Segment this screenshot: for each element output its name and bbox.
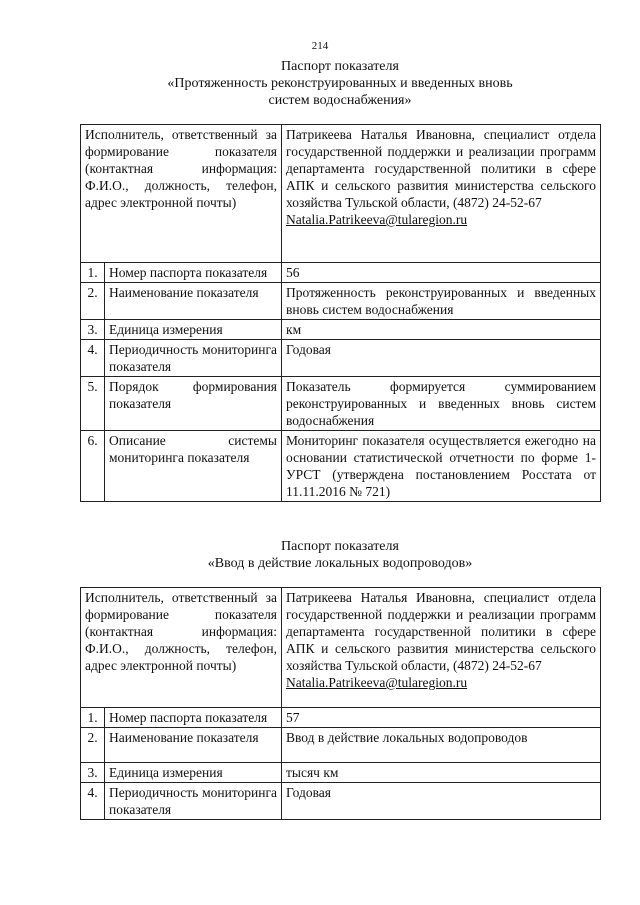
row-value: Протяженность реконструированных и введенных вновь систем водоснабжения: [282, 283, 601, 320]
executor-cell: [282, 588, 601, 708]
row-number: 5.: [81, 377, 105, 431]
row-value: км: [282, 320, 601, 340]
executor-email-link[interactable]: Natalia.Patrikeeva@tularegion.ru: [286, 675, 468, 690]
passport1-title: [80, 58, 600, 109]
table-row: [81, 125, 601, 263]
passport2-table: [80, 587, 601, 820]
executor-label: Исполнитель, ответственный за формирование показателя (контактная информация: Ф.И.О., должность, телефон, адрес электронной почты): [81, 588, 282, 708]
row-label: Номер паспорта показателя: [105, 263, 282, 283]
table-row: [81, 340, 601, 377]
passport1-title-line1: Паспорт показателя: [281, 59, 399, 74]
table-row: [81, 763, 601, 783]
table-row: [81, 263, 601, 283]
row-label: Номер паспорта показателя: [105, 708, 282, 728]
row-label: Описание системы мониторинга показателя: [105, 431, 282, 502]
row-label: Периодичность мониторинга показателя: [105, 340, 282, 377]
executor-value: Патрикеева Наталья Ивановна, специалист отдела государственной поддержки и реализации программ департамента государственной политики в сфере АПК и сельского развития министерства сельского хозяйства Тульской области, (4872) 24-52-67: [286, 127, 596, 210]
passport2-title-line1: Паспорт показателя: [281, 539, 399, 554]
row-value: Мониторинг показателя осуществляется ежегодно на основании статистической отчетности по форме 1-УРСТ (утверждена постановлением Росстата от 11.11.2016 № 721): [282, 431, 601, 502]
row-number: 3.: [81, 320, 105, 340]
row-number: 2.: [81, 728, 105, 763]
passport2-title-line2: «Ввод в действие локальных водопроводов»: [207, 556, 473, 571]
table-row: [81, 708, 601, 728]
row-label: Периодичность мониторинга показателя: [105, 783, 282, 820]
row-number: 3.: [81, 763, 105, 783]
row-number: 6.: [81, 431, 105, 502]
executor-cell: [282, 125, 601, 263]
passport1-title-line3: систем водоснабжения»: [268, 93, 412, 108]
passport2-title: [80, 538, 600, 572]
row-label: Единица измерения: [105, 320, 282, 340]
row-label: Единица измерения: [105, 763, 282, 783]
passport1-title-line2: «Протяженность реконструированных и введенных вновь: [167, 76, 513, 91]
table-row: [81, 431, 601, 502]
executor-email-link[interactable]: Natalia.Patrikeeva@tularegion.ru: [286, 212, 468, 227]
row-number: 1.: [81, 263, 105, 283]
row-value: 56: [282, 263, 601, 283]
table-row: [81, 320, 601, 340]
row-label: Наименование показателя: [105, 728, 282, 763]
row-number: 2.: [81, 283, 105, 320]
row-number: 1.: [81, 708, 105, 728]
row-label: Порядок формирования показателя: [105, 377, 282, 431]
row-value: Годовая: [282, 340, 601, 377]
row-number: 4.: [81, 783, 105, 820]
table-row: [81, 783, 601, 820]
page-number: 214: [311, 40, 329, 52]
row-value: тысяч км: [282, 763, 601, 783]
table-row: [81, 377, 601, 431]
table-row: [81, 728, 601, 763]
table-row: [81, 283, 601, 320]
row-label: Наименование показателя: [105, 283, 282, 320]
passport1-table: [80, 124, 601, 502]
table-row: [81, 588, 601, 708]
row-value: Ввод в действие локальных водопроводов: [282, 728, 601, 763]
row-value: 57: [282, 708, 601, 728]
row-number: 4.: [81, 340, 105, 377]
executor-value: Патрикеева Наталья Ивановна, специалист отдела государственной поддержки и реализации программ департамента государственной политики в сфере АПК и сельского развития министерства сельского хозяйства Тульской области, (4872) 24-52-67: [286, 590, 596, 673]
executor-label: Исполнитель, ответственный за формирование показателя (контактная информация: Ф.И.О., должность, телефон, адрес электронной почты): [81, 125, 282, 263]
row-value: Показатель формируется суммированием реконструированных и введенных вновь систем водоснабжения: [282, 377, 601, 431]
row-value: Годовая: [282, 783, 601, 820]
